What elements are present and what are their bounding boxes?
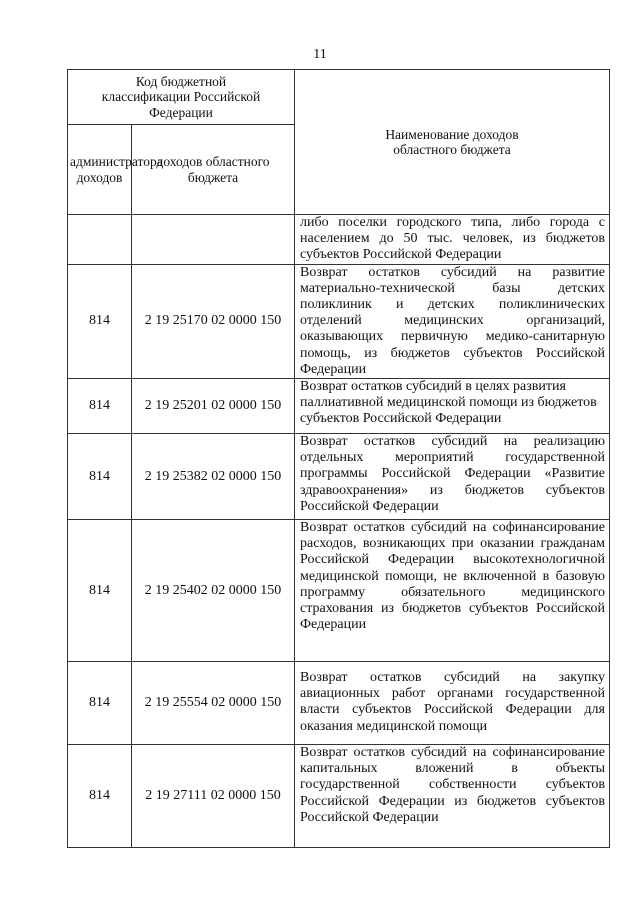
admin-code-cell: 814 [68,434,132,520]
admin-code-cell: 814 [68,379,132,434]
income-name-cell: Возврат остатков субсидий на софинансирование капитальных вложений в объекты государственной собственности субъектов Российской Федерации из бюджетов субъектов Российской Федерации [295,745,610,848]
income-name-cell: либо поселки городского типа, либо города с населением до 50 тыс. человек, из бюджетов субъектов Российской Федерации [295,215,610,265]
income-code-cell [132,215,295,265]
table-row [68,264,610,378]
admin-code-cell [68,215,132,265]
income-code-cell: 2 19 25170 02 0000 150 [132,264,295,378]
table-row [68,215,610,265]
admin-code-cell: 814 [68,662,132,745]
income-name-cell: Возврат остатков субсидий на закупку авиационных работ органами государственной власти субъектов Российской Федерации для оказания медицинской помощи [295,662,610,745]
table-row [68,745,610,848]
income-code-cell: 2 19 25554 02 0000 150 [132,662,295,745]
admin-code-cell: 814 [68,745,132,848]
budget-classification-table [67,69,610,848]
income-code-cell: 2 19 25201 02 0000 150 [132,379,295,434]
income-code-cell: 2 19 25382 02 0000 150 [132,434,295,520]
table-row [68,520,610,662]
header-administrator: администратора доходов [68,125,132,215]
page-number: 11 [313,47,327,62]
income-code-cell: 2 19 27111 02 0000 150 [132,745,295,848]
header-income-name: Наименование доходов областного бюджета [295,70,610,215]
income-code-cell: 2 19 25402 02 0000 150 [132,520,295,662]
table-row [68,379,610,434]
table-row [68,662,610,745]
header-income-code: доходов областного бюджета [132,125,295,215]
table-row [68,434,610,520]
header-budget-classification-code: Код бюджетной классификации Российской Федерации [68,70,295,125]
income-name-cell: Возврат остатков субсидий на софинансирование расходов, возникающих при оказании гражданам Российской Федерации высокотехнологичной медицинской помощи, не включенной в базовую программу обязательного медицинского страхования из бюджетов субъектов Российской Федерации [295,520,610,662]
admin-code-cell: 814 [68,520,132,662]
income-name-cell: Возврат остатков субсидий на реализацию отдельных мероприятий государственной программы Российской Федерации «Развитие здравоохранения» из бюджетов субъектов Российской Федерации [295,434,610,520]
income-name-cell: Возврат остатков субсидий на развитие материально-технической базы детских поликлиник и детских поликлинических отделений медицинских организаций, оказывающих первичную медико-санитарную помощь, из бюджетов субъектов Российской Федерации [295,264,610,378]
income-name-cell: Возврат остатков субсидий в целях развития паллиативной медицинской помощи из бюджетов субъектов Российской Федерации [295,379,610,434]
admin-code-cell: 814 [68,264,132,378]
